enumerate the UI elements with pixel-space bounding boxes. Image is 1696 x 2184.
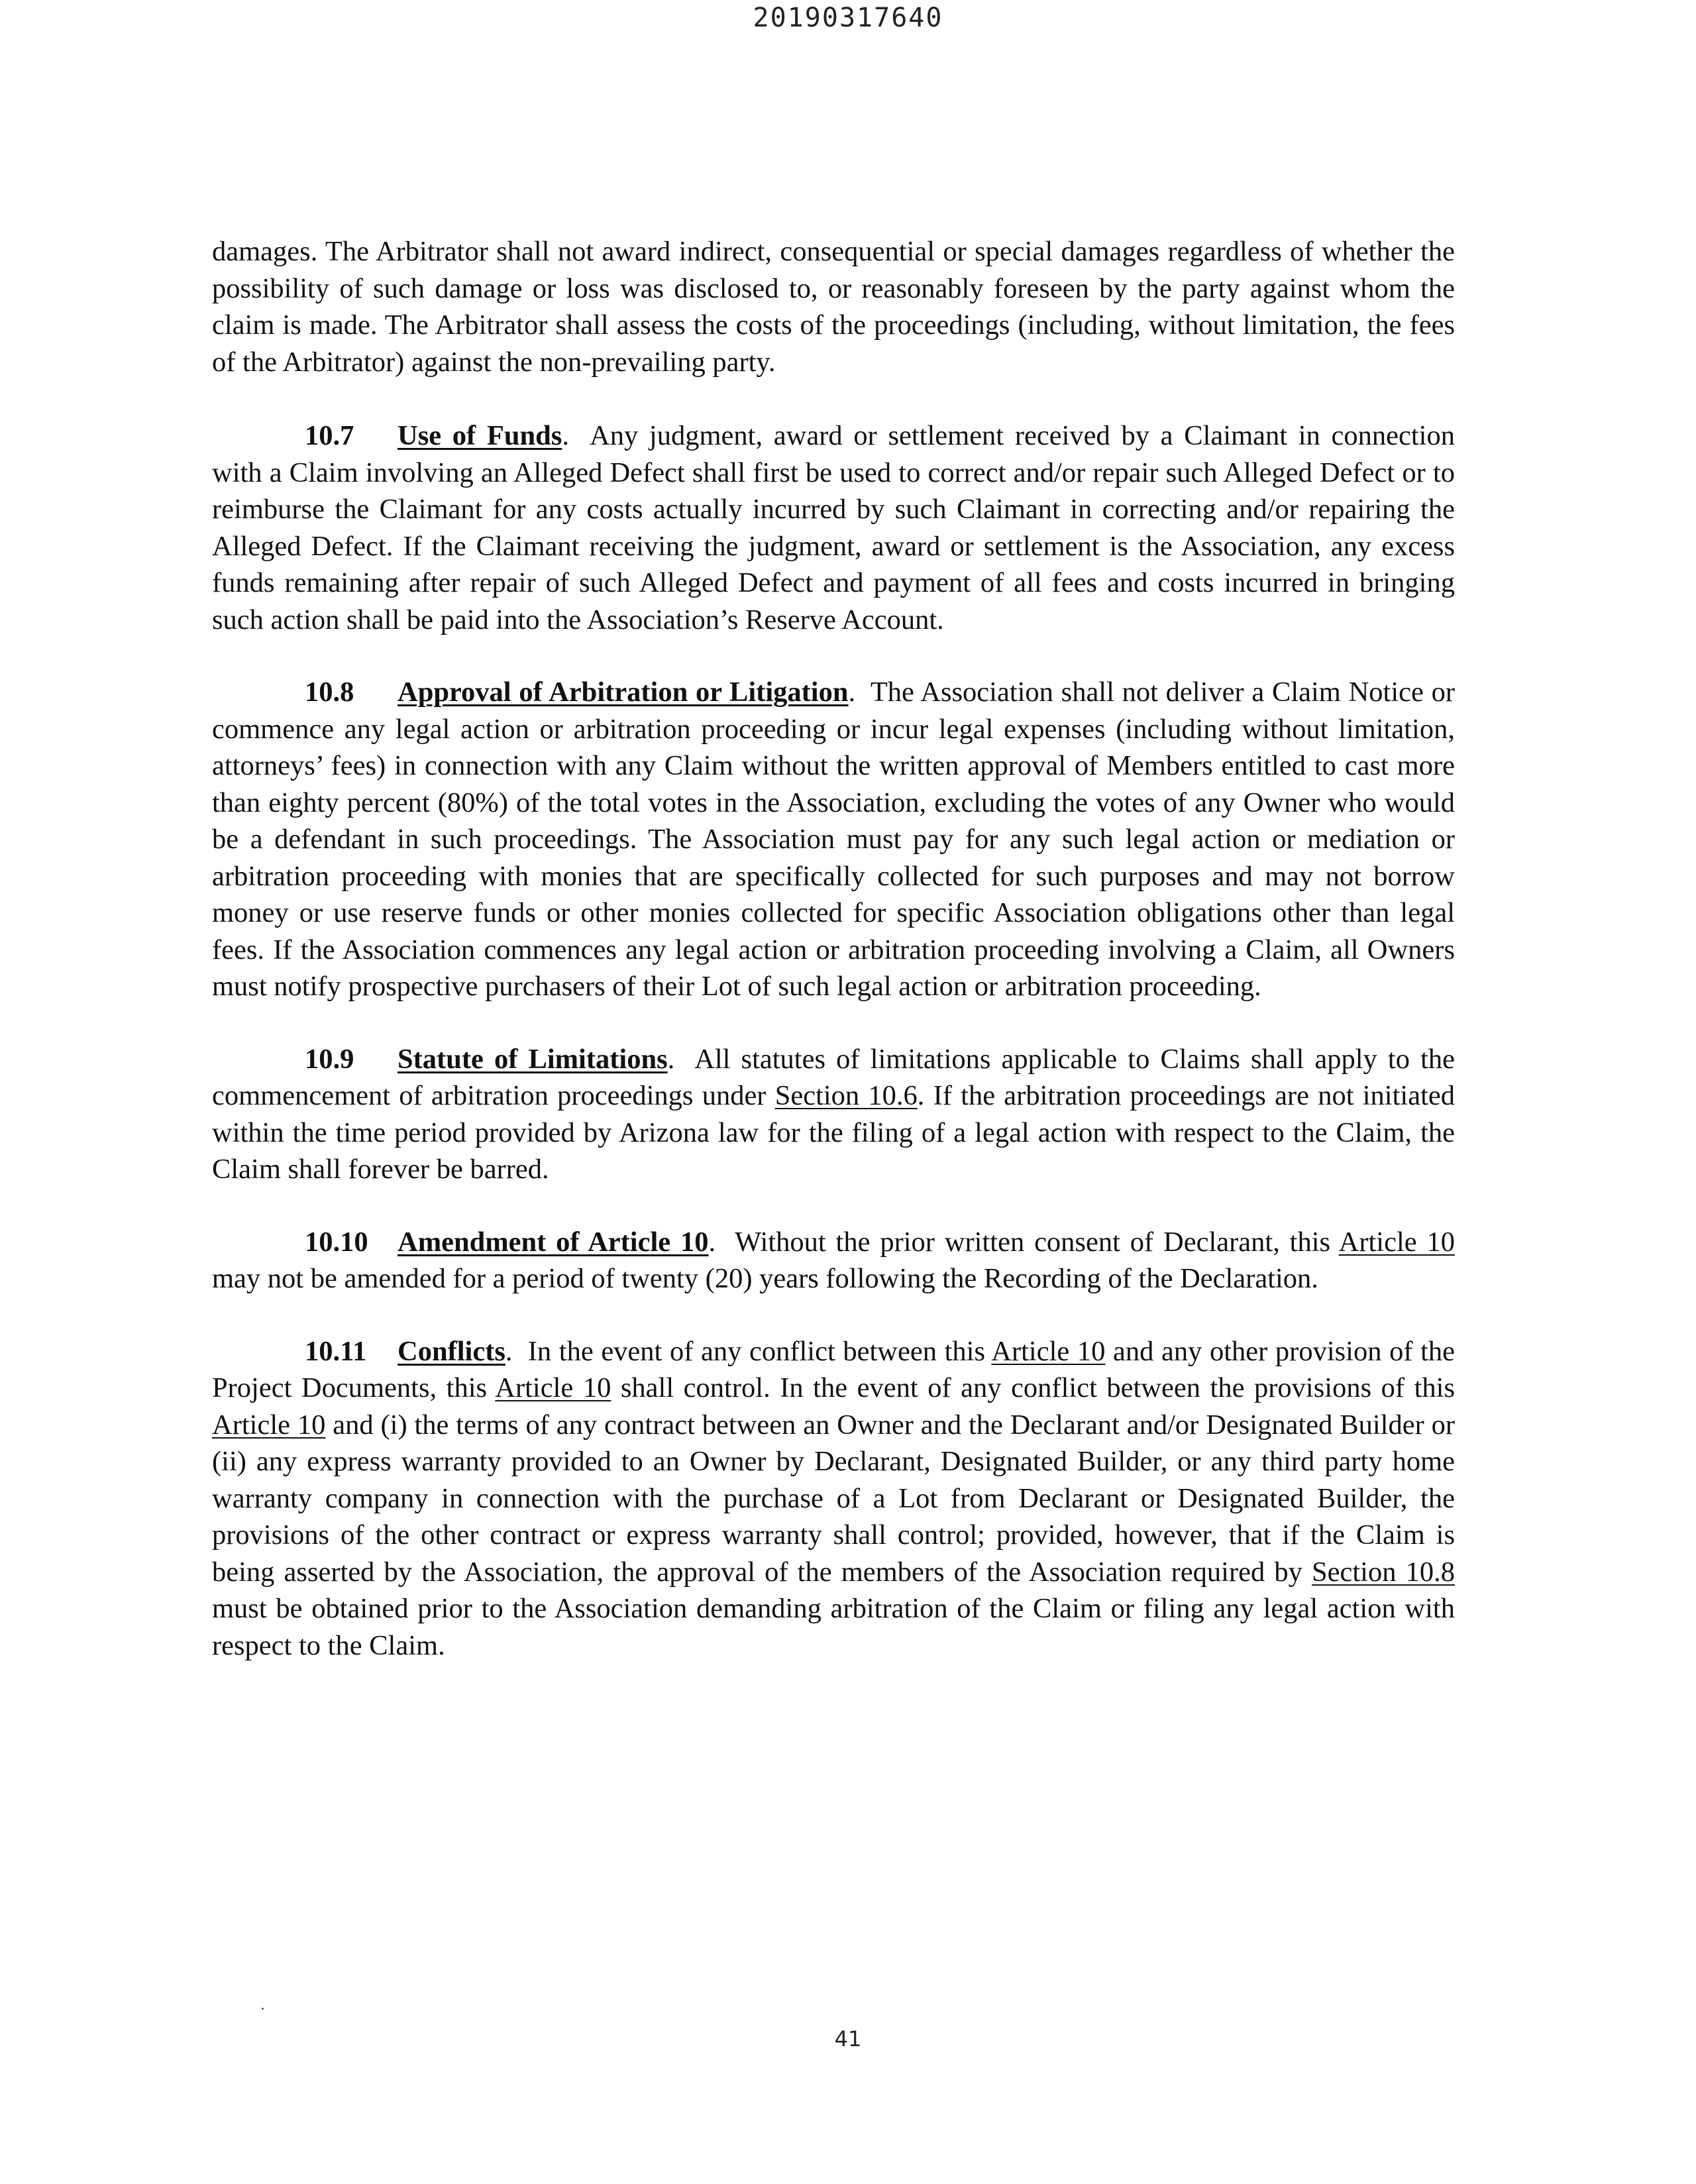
section-number: 10.7 xyxy=(305,420,354,451)
section-heading: Conflicts xyxy=(398,1335,505,1367)
section-text: All statutes of limitations applicable to Claims shall apply to the commencement of arbitration proceedings under xyxy=(212,1043,1455,1111)
section-10-8: 10.8 Approval of Arbitration or Litigation. The Association shall not deliver a Claim Notice or commence any legal action or arbitration proceeding or incur legal expenses (including without limitation, attorneys’ fees) in connection with any Claim without the written approval of Members entitled to cast more than eighty percent (80%) of the total votes in the Association, excluding the votes of any Owner who would be a defendant in such proceedings. The Association must pay for any such legal action or mediation or arbitration proceeding with monies that are specifically collected for such purposes and may not borrow money or use reserve funds or other monies collected for specific Association obligations other than legal fees. If the Association commences any legal action or arbitration proceeding involving a Claim, all Owners must notify prospective purchasers of their Lot of such legal action or arbitration proceeding. xyxy=(212,674,1455,1005)
section-heading: Amendment of Article 10 xyxy=(398,1226,709,1258)
section-10-11: 10.11 Conflicts. In the event of any conflict between this Article 10 and any other provision of the Project Documents, this Article 10 shall control. In the event of any conflict between the provisions of this Article 10 and (i) the terms of any contract between an Owner and the Declarant and/or Designated Builder or (ii) any express warranty provided to an Owner by Declarant, Designated Builder, or any third party home warranty company in connection with the purchase of a Lot from Declarant or Designated Builder, the provisions of the other contract or express warranty shall control; provided, however, that if the Claim is being asserted by the Association, the approval of the members of the Association required by Section 10.8 must be obtained prior to the Association demanding arbitration of the Claim or filing any legal action with respect to the Claim. xyxy=(212,1333,1455,1665)
scan-speck xyxy=(262,2008,264,2010)
section-text: shall control. In the event of any conflict between the provisions of this xyxy=(620,1372,1456,1403)
document-body xyxy=(212,233,1455,1700)
opening-paragraph: damages. The Arbitrator shall not award indirect, consequential or special damages regardless of whether the possibility of such damage or loss was disclosed to, or reasonably foreseen by the party against whom the claim is made. The Arbitrator shall assess the costs of the proceedings (including, without limitation, the fees of the Arbitrator) against the non-prevailing party. xyxy=(212,236,1455,378)
section-number: 10.8 xyxy=(305,677,354,708)
article-reference: Article 10 xyxy=(495,1372,611,1403)
section-reference-link: Section 10.6 xyxy=(774,1080,918,1111)
section-heading: Statute of Limitations xyxy=(398,1043,668,1075)
section-reference: Section 10.8 xyxy=(1312,1556,1455,1588)
article-reference: Article 10 xyxy=(212,1409,326,1441)
section-heading: Approval of Arbitration or Litigation xyxy=(398,677,849,708)
section-number: 10.10 xyxy=(305,1226,368,1258)
section-text: Without the prior written consent of Declarant, this xyxy=(735,1226,1331,1258)
section-text: may not be amended for a period of twenty (20) years following the Recording of the Declaration. xyxy=(212,1263,1318,1294)
recording-number: 20190317640 xyxy=(753,3,943,33)
section-text: and (i) the terms of any contract between an Owner and the Declarant and/or Designated Builder or (ii) any express warranty provided to an Owner by Declarant, Designated Builder, or any third party home warranty company in connection with the purchase of a Lot from Declarant or Designated Builder, the provisions of the other contract or express warranty shall control; provided, however, that if the Claim is being asserted by the Association, the approval of the members of the Association required by xyxy=(212,1409,1456,1588)
section-number: 10.9 xyxy=(305,1043,354,1075)
section-10-7: 10.7 Use of Funds. Any judgment, award or settlement received by a Claimant in connection with a Claim involving an Alleged Defect shall first be used to correct and/or repair such Alleged Defect or to reimburse the Claimant for any costs actually incurred by such Claimant in correcting and/or repairing the Alleged Defect. If the Claimant receiving the judgment, award or settlement is the Association, any excess funds remaining after repair of such Alleged Defect and payment of all fees and costs incurred in bringing such action shall be paid into the Association’s Reserve Account. xyxy=(212,417,1455,638)
article-reference: Article 10 xyxy=(1338,1226,1455,1258)
page-number: 41 xyxy=(834,2026,862,2051)
article-reference: Article 10 xyxy=(991,1335,1106,1367)
section-text: The Association shall not deliver a Claim Notice or commence any legal action or arbitration proceeding or incur legal expenses (including without limitation, attorneys’ fees) in connection with any Claim without the written approval of Members entitled to cast more than eighty percent (80%) of the total votes in the Association, excluding the votes of any Owner who would be a defendant in such proceedings. The Association must pay for any such legal action or mediation or arbitration proceeding with monies that are specifically collected for such purposes and may not borrow money or use reserve funds or other monies collected for specific Association obligations other than legal fees. If the Association commences any legal action or arbitration proceeding involving a Claim, all Owners must notify prospective purchasers of their Lot of such legal action or arbitration proceeding. xyxy=(212,677,1455,1002)
section-text: In the event of any conflict between this xyxy=(527,1335,985,1367)
section-text: . If the arbitration proceedings are not initiated within the time period provided by Arizona law for the filing of a legal action with respect to the Claim, the Claim shall forever be barred. xyxy=(212,1080,1455,1185)
section-heading: Use of Funds xyxy=(398,420,562,451)
section-text: Any judgment, award or settlement received by a Claimant in connection with a Claim involving an Alleged Defect shall first be used to correct and/or repair such Alleged Defect or to reimburse the Claimant for any costs actually incurred by such Claimant in correcting and/or repairing the Alleged Defect. If the Claimant receiving the judgment, award or settlement is the Association, any excess funds remaining after repair of such Alleged Defect and payment of all fees and costs incurred in bringing such action shall be paid into the Association’s Reserve Account. xyxy=(212,420,1455,635)
section-10-9: 10.9 Statute of Limitations. All statutes of limitations applicable to Claims shall apply to the commencement of arbitration proceedings under Section 10.6. If the arbitration proceedings are not initiated within the time period provided by Arizona law for the filing of a legal action with respect to the Claim, the Claim shall forever be barred. xyxy=(212,1041,1455,1188)
section-10-10: 10.10 Amendment of Article 10. Without the prior written consent of Declarant, this Article 10 may not be amended for a period of twenty (20) years following the Recording of the Declaration. xyxy=(212,1224,1455,1297)
section-text: must be obtained prior to the Association demanding arbitration of the Claim or filing any legal action with respect to the Claim. xyxy=(212,1593,1455,1661)
section-text: and any other provision of the Project Documents, this xyxy=(212,1335,1456,1403)
section-number: 10.11 xyxy=(305,1335,367,1367)
